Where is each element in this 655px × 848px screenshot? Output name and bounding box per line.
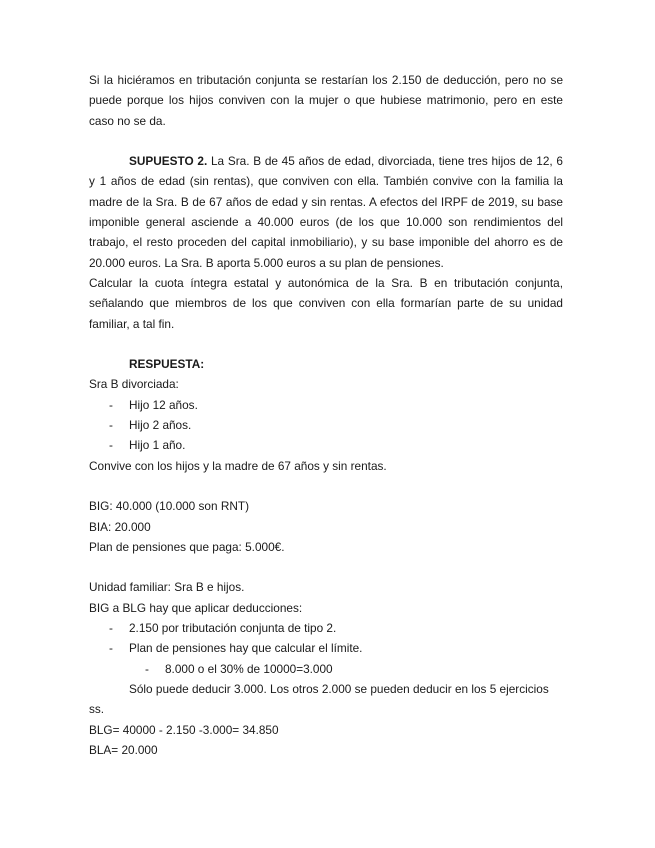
respuesta-unidad: Unidad familiar: Sra B e hijos. bbox=[89, 580, 245, 595]
dash-bullet: - bbox=[109, 418, 113, 433]
supuesto-question: Calcular la cuota íntegra estatal y autonómica de la Sra. B en tributación conjunta, señalando que miembros de los que conviven con ella formarían parte de su unidad familiar, a tal fin. bbox=[89, 275, 563, 331]
respuesta-plan: Plan de pensiones que paga: 5.000€. bbox=[89, 539, 285, 554]
respuesta-bia: BIA: 20.000 bbox=[89, 519, 151, 534]
supuesto-heading: SUPUESTO 2. bbox=[129, 154, 208, 169]
list-item-hijo: - Hijo 1 año. bbox=[89, 435, 563, 455]
dash-bullet: - bbox=[109, 621, 113, 636]
respuesta-solo-line1: Sólo puede deducir 3.000. Los otros 2.000 se pueden deducir en los 5 ejercicios bbox=[129, 681, 549, 696]
list-item-deduccion: - 2.150 por tributación conjunta de tipo 2. bbox=[89, 618, 563, 638]
dash-bullet: - bbox=[145, 661, 149, 676]
dash-bullet: - bbox=[109, 641, 113, 656]
respuesta-heading: RESPUESTA: bbox=[129, 357, 205, 372]
respuesta-convive: Convive con los hijos y la madre de 67 años y sin rentas. bbox=[89, 458, 387, 473]
list-item-hijo: - Hijo 2 años. bbox=[89, 415, 563, 435]
respuesta-big-blg: BIG a BLG hay que aplicar deducciones: bbox=[89, 600, 303, 615]
list-item-hijo: - Hijo 12 años. bbox=[89, 395, 563, 415]
list-item-limite: - 8.000 o el 30% de 10000=3.000 bbox=[89, 659, 563, 679]
list-item-deduccion: - Plan de pensiones hay que calcular el límite. bbox=[89, 638, 563, 658]
respuesta-blg: BLG= 40000 - 2.150 -3.000= 34.850 bbox=[89, 722, 279, 737]
respuesta-status: Sra B divorciada: bbox=[89, 377, 179, 392]
intro-paragraph: Si la hiciéramos en tributación conjunta se restarían los 2.150 de deducción, pero no se puede porque los hijos conviven con la mujer o que hubiese matrimonio, pero en este caso no se da. bbox=[89, 73, 563, 128]
respuesta-big: BIG: 40.000 (10.000 son RNT) bbox=[89, 499, 249, 514]
supuesto-paragraph bbox=[89, 151, 563, 273]
supuesto-text: La Sra. B de 45 años de edad, divorciada, tiene tres hijos de 12, 6 y 1 años de edad (sin rentas), que conviven con ella. También convive con la familia la madre de la Sra. B de 67 años de edad y sin rentas. A efectos del IRPF de 2019, su base imponible general asciende a 40.000 euros (de los que 10.000 son rendimientos del trabajo, el resto proceden del capital inmobiliario), y su base imponible del ahorro es de 20.000 euros. La Sra. B aporta 5.000 euros a su plan de pensiones. bbox=[89, 154, 563, 270]
dash-bullet: - bbox=[109, 397, 113, 412]
dash-bullet: - bbox=[109, 438, 113, 453]
document-page bbox=[89, 70, 563, 760]
respuesta-solo-line2: ss. bbox=[89, 702, 105, 717]
respuesta-bla: BLA= 20.000 bbox=[89, 742, 158, 757]
